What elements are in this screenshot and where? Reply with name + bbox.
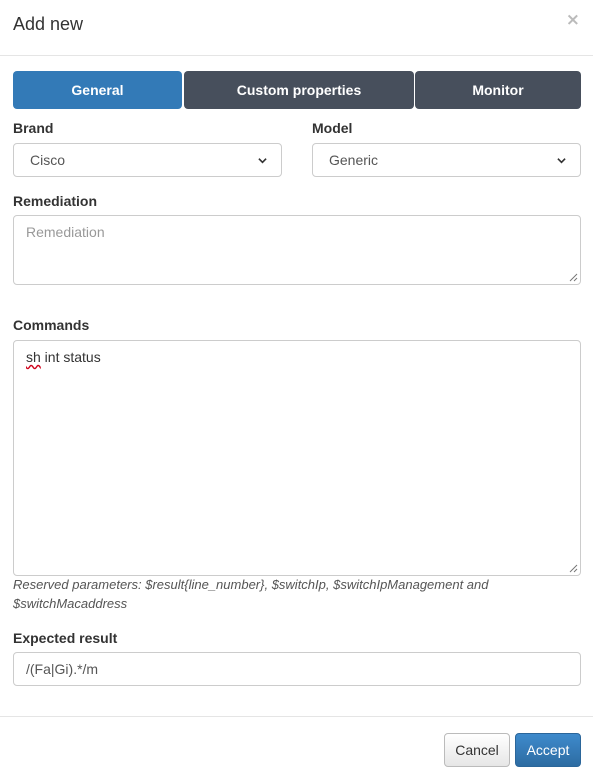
- close-icon[interactable]: ×: [565, 10, 580, 30]
- resize-grip-icon[interactable]: [569, 273, 578, 282]
- resize-grip-icon[interactable]: [569, 564, 578, 573]
- accept-button[interactable]: Accept: [515, 733, 581, 767]
- modal-header: [0, 0, 593, 56]
- expected-result-label: Expected result: [13, 630, 118, 646]
- modal-title: Add new: [13, 14, 84, 34]
- remediation-textarea[interactable]: [13, 215, 581, 285]
- tab-monitor[interactable]: Monitor: [415, 71, 581, 109]
- expected-result-value: /(Fa|Gi).*/m: [26, 661, 99, 677]
- cancel-button[interactable]: Cancel: [444, 733, 510, 767]
- chevron-down-icon: [258, 156, 267, 165]
- commands-text-misspelled: sh: [26, 349, 41, 365]
- tab-bar: [13, 71, 581, 109]
- expected-result-input[interactable]: [13, 652, 581, 686]
- remediation-label: Remediation: [13, 193, 98, 209]
- model-label: Model: [312, 120, 353, 136]
- model-select[interactable]: [312, 143, 581, 177]
- tab-general[interactable]: General: [13, 71, 182, 109]
- commands-textarea[interactable]: [13, 340, 581, 576]
- brand-select-value: Cisco: [30, 152, 66, 168]
- commands-text: int status: [40, 349, 101, 365]
- chevron-down-icon: [557, 156, 566, 165]
- tab-custom-properties[interactable]: Custom properties: [184, 71, 414, 109]
- brand-label: Brand: [13, 120, 54, 136]
- reserved-parameters-help: Reserved parameters: $result{line_number}, $switchIp, $switchIpManagement and $switchMacaddress: [13, 577, 489, 611]
- model-select-value: Generic: [329, 152, 379, 168]
- brand-select[interactable]: [13, 143, 282, 177]
- modal-footer: [0, 716, 593, 778]
- commands-label: Commands: [13, 317, 90, 333]
- remediation-placeholder: Remediation: [26, 224, 105, 240]
